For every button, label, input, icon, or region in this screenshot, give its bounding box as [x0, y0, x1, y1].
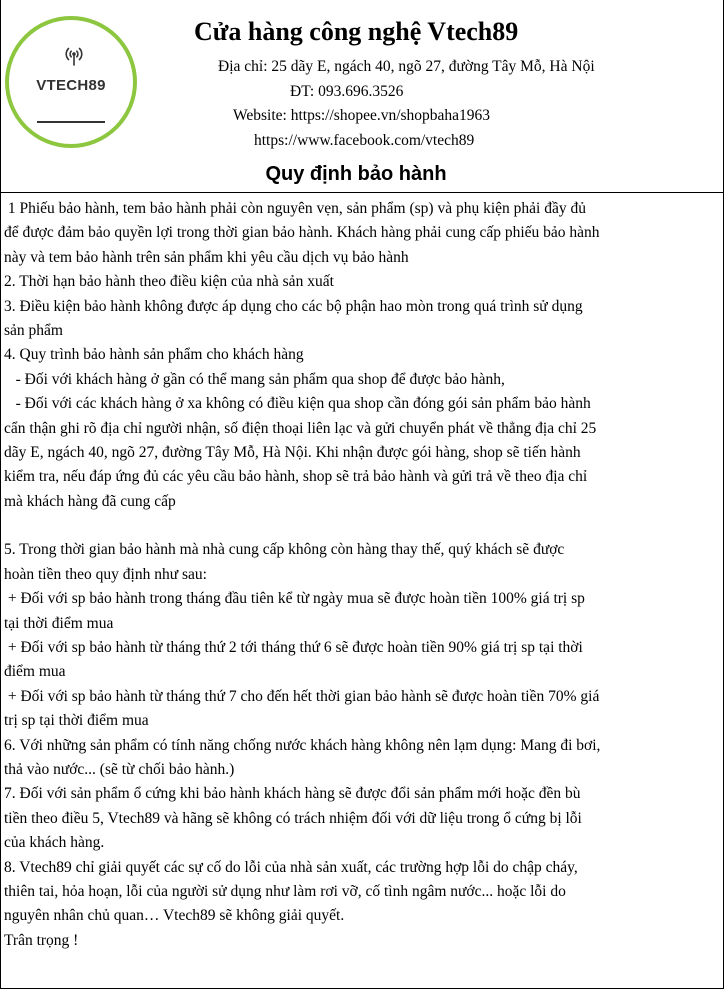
terms-line: sản phẩm	[4, 321, 63, 339]
terms-line: 1 Phiếu bảo hành, tem bảo hành phải còn nguyên vẹn, sản phẩm (sp) và phụ kiện phải đầy đủ	[4, 200, 586, 217]
terms-line: kiểm tra, nếu đáp ứng đủ các yêu cầu bảo hành, shop sẽ trả bảo hành và gửi trả về theo địa chỉ	[4, 468, 588, 486]
terms-line: để được đảm bảo quyền lợi trong thời gian bảo hành. Khách hàng phải cung cấp phiếu bảo hành	[4, 224, 600, 242]
warranty-terms	[4, 197, 720, 953]
terms-line: 3. Điều kiện bảo hành không được áp dụng cho các bộ phận hao mòn trong quá trình sử dụng	[4, 297, 583, 315]
terms-line: dãy E, ngách 40, ngõ 27, đường Tây Mỗ, Hà Nội. Khi nhận được gói hàng, shop sẽ tiến hành	[4, 443, 581, 461]
logo-underline	[37, 121, 105, 123]
antenna-icon	[62, 42, 86, 66]
terms-line: 8. Vtech89 chỉ giải quyết các sự cố do lỗi của nhà sản xuất, các trường hợp lỗi do chập cháy,	[4, 858, 578, 876]
terms-line: này và tem bảo hành trên sản phẩm khi yêu cầu dịch vụ bảo hành	[4, 248, 409, 266]
store-phone: ĐT: 093.696.3526	[290, 83, 404, 100]
terms-line: - Đối với khách hàng ở gần có thể mang sản phẩm qua shop để được bảo hành,	[4, 370, 505, 388]
terms-line: 7. Đối với sản phẩm ổ cứng khi bảo hành khách hàng sẽ được đổi sản phẩm mới hoặc đền bù	[4, 785, 581, 803]
terms-line: 5. Trong thời gian bảo hành mà nhà cung cấp không còn hàng thay thế, quý khách sẽ được	[4, 541, 565, 559]
terms-line: 2. Thời hạn bảo hành theo điều kiện của nhà sản xuất	[4, 273, 334, 291]
terms-line: điểm mua	[4, 663, 66, 681]
terms-line: mà khách hàng đã cung cấp	[4, 492, 176, 510]
terms-line: thiên tai, hỏa hoạn, lỗi của người sử dụng như làm rơi vỡ, cố tình ngâm nước... hoặc lỗi do	[4, 882, 566, 900]
store-facebook: https://www.facebook.com/vtech89	[254, 132, 475, 149]
terms-line: tiền theo điều 5, Vtech89 và hãng sẽ không có trách nhiệm đối với dữ liệu trong ổ cứng bị lỗi	[4, 809, 582, 827]
store-logo	[5, 16, 137, 148]
store-website: Website: https://shopee.vn/shopbaha1963	[233, 107, 491, 124]
terms-line: - Đối với các khách hàng ở xa không có điều kiện qua shop cần đóng gói sản phẩm bảo hành	[4, 395, 591, 413]
terms-line: 4. Quy trình bảo hành sản phẩm cho khách hàng	[4, 346, 304, 364]
terms-line: Trân trọng !	[4, 931, 79, 949]
terms-line: thả vào nước... (sẽ từ chối bảo hành.)	[4, 760, 235, 778]
terms-line	[4, 514, 720, 538]
terms-line: của khách hàng.	[4, 834, 105, 852]
terms-line: + Đối với sp bảo hành từ tháng thứ 7 cho đến hết thời gian bảo hành sẽ được hoàn tiền 70% giá	[4, 687, 600, 705]
logo-brand-text: VTECH89	[36, 77, 106, 94]
terms-line: + Đối với sp bảo hành trong tháng đầu tiên kể từ ngày mua sẽ được hoàn tiền 100% giá trị sp	[4, 590, 585, 608]
store-address: Địa chỉ: 25 dãy E, ngách 40, ngõ 27, đường Tây Mỗ, Hà Nội	[218, 58, 595, 75]
terms-line: nguyên nhân chủ quan… Vtech89 sẽ không giải quyết.	[4, 907, 345, 925]
store-name: Cửa hàng công nghệ Vtech89	[194, 17, 519, 46]
terms-line: + Đối với sp bảo hành từ tháng thứ 2 tới tháng thứ 6 sẽ được hoàn tiền 90% giá trị sp tại thời	[4, 639, 583, 657]
terms-line: trị sp tại thời điểm mua	[4, 712, 149, 730]
page-title: Quy định bảo hành	[265, 163, 447, 185]
terms-line: tại thời điểm mua	[4, 614, 114, 632]
terms-line: hoàn tiền theo quy định như sau:	[4, 565, 207, 583]
terms-line: 6. Với những sản phẩm có tính năng chống nước khách hàng không nên lạm dụng: Mang đi bơi,	[4, 736, 601, 754]
terms-line: cẩn thận ghi rõ địa chỉ người nhận, số điện thoại liên lạc và gửi chuyển phát về thẳng địa chỉ 25	[4, 419, 597, 437]
header-divider	[0, 192, 724, 193]
